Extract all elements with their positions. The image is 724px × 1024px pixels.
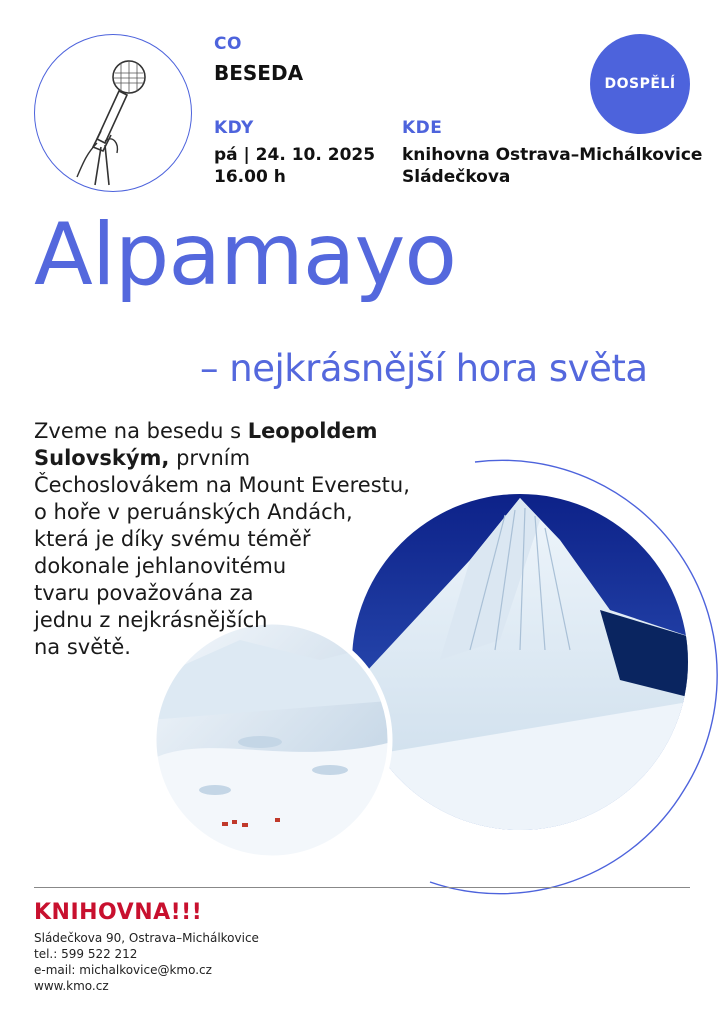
library-brand: KNIHOVNA!!!: [34, 900, 203, 925]
kdy-label: KDY: [214, 118, 254, 138]
intro-line-5: dokonale jehlanovitému: [34, 554, 287, 578]
intro-line-2: Čechoslovákem na Mount Everestu,: [34, 473, 410, 497]
intro-line-8: na světě.: [34, 635, 131, 659]
kde-street: Sládečkova: [402, 167, 511, 187]
speaker-name: Leopoldem Sulovským,: [34, 419, 378, 470]
event-title: Alpamayo: [34, 205, 456, 305]
intro-line-7: jednu z nejkrásnějších: [34, 608, 268, 632]
co-value: BESEDA: [214, 61, 304, 85]
audience-badge: DOSPĚLÍ: [590, 34, 690, 134]
intro-line-6: tvaru považována za: [34, 581, 254, 605]
co-label: CO: [214, 34, 242, 54]
footer-divider: [34, 887, 690, 888]
kdy-date: pá | 24. 10. 2025: [214, 145, 376, 165]
library-contact: [34, 930, 259, 994]
intro-line-4: která je díky svému téměř: [34, 527, 311, 551]
library-address: Sládečkova 90, Ostrava–Michálkovice: [34, 931, 259, 945]
intro-line-1: Zveme na besedu s Leopoldem Sulovským, prvním: [34, 419, 378, 470]
event-subtitle: – nejkrásnější hora světa: [200, 347, 648, 390]
intro-text: [34, 418, 474, 661]
kdy-time: 16.00 h: [214, 167, 286, 187]
library-website[interactable]: www.kmo.cz: [34, 979, 109, 993]
kde-place: knihovna Ostrava–Michálkovice: [402, 145, 703, 165]
library-email[interactable]: e-mail: michalkovice@kmo.cz: [34, 963, 212, 977]
library-phone: tel.: 599 522 212: [34, 947, 138, 961]
intro-line-3: o hoře v peruánských Andách,: [34, 500, 353, 524]
kde-label: KDE: [402, 118, 443, 138]
